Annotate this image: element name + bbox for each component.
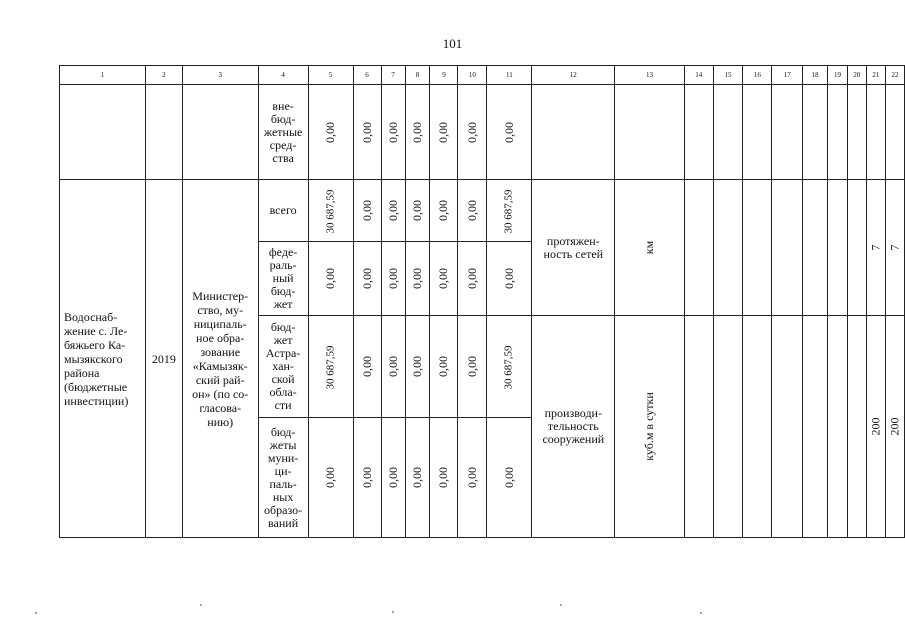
- value-cell: 0,00: [308, 85, 353, 180]
- cell-empty: [866, 85, 885, 180]
- value-cell: 0,00: [405, 85, 430, 180]
- col-header: 3: [182, 66, 258, 85]
- funding-source-regional: бюд- жет Астра- хан- ской обла- сти: [258, 316, 308, 418]
- cell-empty: [828, 316, 848, 538]
- col-header: 1: [60, 66, 146, 85]
- indicator-unit: км: [615, 180, 685, 316]
- col-header: 14: [684, 66, 713, 85]
- value-cell: 0,00: [458, 85, 487, 180]
- header-row: [60, 66, 905, 85]
- table-row: [60, 180, 905, 242]
- cell-empty: [743, 85, 772, 180]
- value-cell: 0,00: [458, 242, 487, 316]
- value-cell: 0,00: [430, 242, 458, 316]
- col-header: 8: [405, 66, 430, 85]
- cell-empty: [772, 180, 803, 316]
- value-cell: 0,00: [405, 242, 430, 316]
- value-cell: 0,00: [405, 418, 430, 538]
- indicator-name: производи- тельность сооружений: [532, 316, 615, 538]
- value-cell: 0,00: [381, 85, 405, 180]
- indicator-value: 7: [866, 180, 885, 316]
- value-cell: 0,00: [405, 180, 430, 242]
- investment-table: [59, 65, 905, 538]
- value-cell: 0,00: [458, 418, 487, 538]
- col-header: 6: [353, 66, 381, 85]
- cell-empty: [532, 85, 615, 180]
- scan-speck: [700, 612, 702, 614]
- value-cell: 0,00: [458, 316, 487, 418]
- col-header: 7: [381, 66, 405, 85]
- col-header: 22: [885, 66, 904, 85]
- value-cell: 0,00: [381, 316, 405, 418]
- indicator-unit: куб.м в сутки: [615, 316, 685, 538]
- indicator-name: протяжен- ность сетей: [532, 180, 615, 316]
- cell-empty: [684, 316, 713, 538]
- scan-speck: [35, 612, 37, 614]
- cell-empty: [713, 180, 743, 316]
- col-header: 4: [258, 66, 308, 85]
- value-cell: 0,00: [430, 180, 458, 242]
- value-cell: 0,00: [353, 418, 381, 538]
- cell-empty: [772, 85, 803, 180]
- cell-empty: [885, 85, 904, 180]
- cell-empty: [684, 85, 713, 180]
- indicator-value: 200: [866, 316, 885, 538]
- cell-empty: [743, 316, 772, 538]
- col-header: 12: [532, 66, 615, 85]
- scan-speck: [560, 604, 562, 606]
- value-cell: 0,00: [487, 418, 532, 538]
- value-cell: 0,00: [487, 242, 532, 316]
- value-cell: 0,00: [353, 85, 381, 180]
- funding-source-federal: феде- раль- ный бюд- жет: [258, 242, 308, 316]
- page-number: 101: [442, 36, 463, 51]
- cell-empty: [803, 316, 828, 538]
- funding-source-total: всего: [258, 180, 308, 242]
- col-header: 9: [430, 66, 458, 85]
- value-cell: 30 687,59: [308, 316, 353, 418]
- cell-empty: [182, 85, 258, 180]
- table-row: [60, 85, 905, 180]
- value-cell: 0,00: [353, 180, 381, 242]
- funding-source-municipal: бюд- жеты муни- ци- паль- ных образо- ваний: [258, 418, 308, 538]
- cell-empty: [847, 180, 866, 316]
- value-cell: 30 687,59: [487, 180, 532, 242]
- value-cell: 0,00: [308, 418, 353, 538]
- cell-empty: [684, 180, 713, 316]
- scan-speck: [200, 604, 202, 606]
- cell-empty: [615, 85, 685, 180]
- col-header: 18: [803, 66, 828, 85]
- cell-empty: [743, 180, 772, 316]
- value-cell: 30 687,59: [308, 180, 353, 242]
- col-header: 5: [308, 66, 353, 85]
- value-cell: 30 687,59: [487, 316, 532, 418]
- col-header: 16: [743, 66, 772, 85]
- cell-empty: [828, 85, 848, 180]
- cell-empty: [772, 316, 803, 538]
- cell-empty: [145, 85, 182, 180]
- value-cell: 0,00: [381, 418, 405, 538]
- cell-empty: [713, 316, 743, 538]
- cell-empty: [847, 316, 866, 538]
- cell-empty: [60, 85, 146, 180]
- indicator-value: 200: [885, 316, 904, 538]
- cell-empty: [803, 85, 828, 180]
- cell-empty: [803, 180, 828, 316]
- col-header: 17: [772, 66, 803, 85]
- col-header: 15: [713, 66, 743, 85]
- col-header: 11: [487, 66, 532, 85]
- col-header: 10: [458, 66, 487, 85]
- value-cell: 0,00: [353, 316, 381, 418]
- cell-empty: [828, 180, 848, 316]
- col-header: 19: [828, 66, 848, 85]
- value-cell: 0,00: [308, 242, 353, 316]
- col-header: 2: [145, 66, 182, 85]
- col-header: 13: [615, 66, 685, 85]
- funding-source-offbudget: вне- бюд- жетные сред- ства: [258, 85, 308, 180]
- value-cell: 0,00: [487, 85, 532, 180]
- executor-cell: Министер- ство, му- ниципаль- ное обра- зование «Камызяк- ский рай- он» (по со- гласова- нию): [182, 180, 258, 538]
- col-header: 20: [847, 66, 866, 85]
- value-cell: 0,00: [458, 180, 487, 242]
- cell-empty: [713, 85, 743, 180]
- value-cell: 0,00: [430, 316, 458, 418]
- indicator-value: 7: [885, 180, 904, 316]
- scan-speck: [392, 611, 394, 613]
- value-cell: 0,00: [405, 316, 430, 418]
- value-cell: 0,00: [430, 418, 458, 538]
- value-cell: 0,00: [381, 242, 405, 316]
- year-cell: 2019: [145, 180, 182, 538]
- value-cell: 0,00: [430, 85, 458, 180]
- object-name: Водоснаб- жение с. Ле- бяжьего Ка- мызякского района (бюджетные инвестиции): [60, 180, 146, 538]
- value-cell: 0,00: [353, 242, 381, 316]
- value-cell: 0,00: [381, 180, 405, 242]
- col-header: 21: [866, 66, 885, 85]
- cell-empty: [847, 85, 866, 180]
